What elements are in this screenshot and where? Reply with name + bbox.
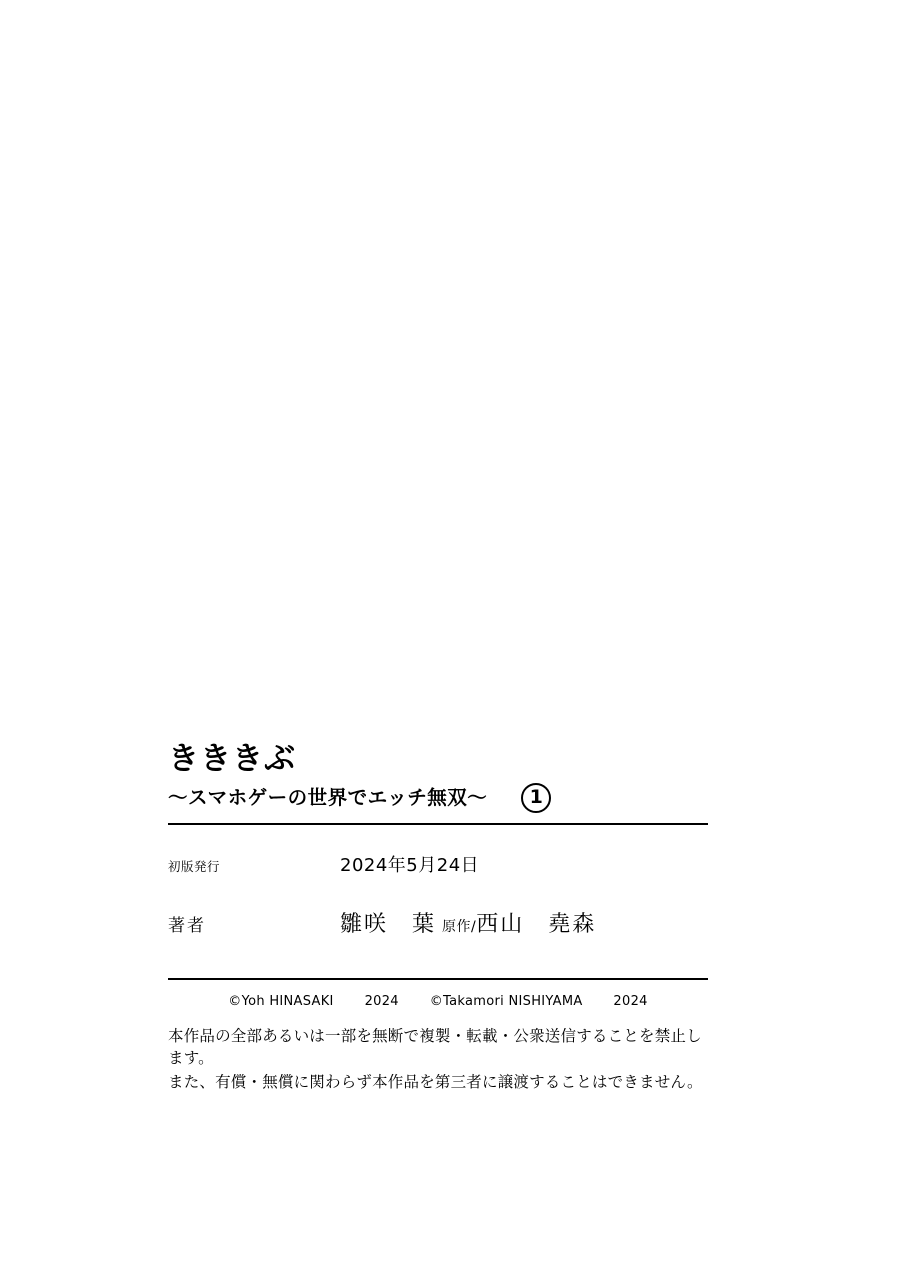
author-row	[168, 907, 708, 938]
book-subtitle: 〜スマホゲーの世界でエッチ無双〜	[168, 786, 488, 810]
copyright-line	[168, 994, 708, 1009]
original-work-credit-label: 原作/	[442, 918, 477, 935]
publication-date-label: 初版発行	[168, 858, 221, 874]
copyright-year-1: 2024	[364, 993, 399, 1009]
publication-date-row	[168, 851, 708, 877]
title-block	[168, 740, 708, 817]
volume-number-badge: 1	[521, 783, 551, 813]
colophon-block	[168, 740, 708, 1093]
copyright-year-2: 2024	[613, 993, 648, 1009]
copyright-holder-1: ©Yoh HINASAKI	[228, 993, 334, 1009]
copyright-holder-2: ©Takamori NISHIYAMA	[429, 993, 583, 1009]
usage-notice	[168, 1025, 708, 1093]
subtitle-row	[168, 781, 708, 811]
usage-notice-line-2: また、有償・無償に関わらず本作品を第三者に譲渡することはできません。	[168, 1072, 703, 1091]
original-work-author-name: 西山 堯森	[476, 911, 597, 937]
usage-notice-line-1: 本作品の全部あるいは一部を無断で複製・転載・公衆送信することを禁止します。	[168, 1026, 702, 1068]
book-title: きききぶ	[168, 741, 296, 777]
author-name: 雛咲 葉	[340, 911, 437, 937]
author-value-group	[340, 907, 596, 938]
publication-info	[168, 851, 708, 938]
divider-top	[168, 823, 708, 825]
author-label: 著者	[168, 915, 206, 936]
publication-date-value: 2024年5月24日	[340, 854, 480, 876]
divider-bottom	[168, 978, 708, 980]
